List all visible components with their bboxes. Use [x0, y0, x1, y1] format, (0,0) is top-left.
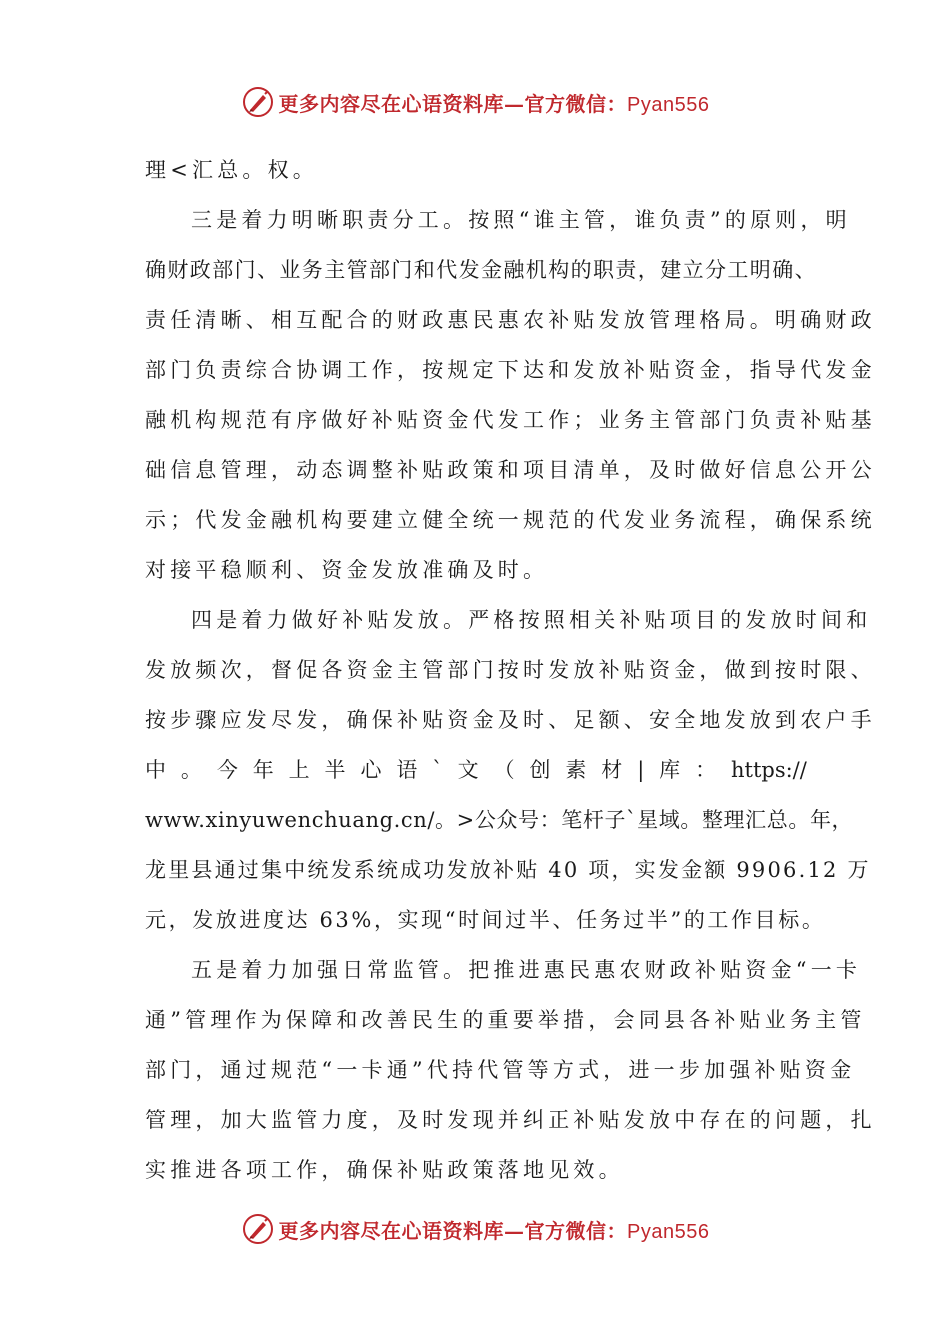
- spaced-char: 中: [145, 758, 166, 782]
- text-line: 部门负责综合协调工作，按规定下达和发放补贴资金，指导代发金: [145, 358, 876, 382]
- spaced-char: |: [637, 758, 645, 782]
- text-line: 部门，通过规范“一卡通”代持代管等方式，进一步加强补贴资金: [145, 1058, 856, 1082]
- spaced-char: 语: [396, 758, 418, 782]
- spaced-char: 素: [565, 758, 587, 782]
- banner-text: [279, 1215, 710, 1244]
- text-line: 按步骤应发尽发，确保补贴资金及时、足额、安全地发放到农户手: [145, 708, 876, 732]
- text-line: 理<汇总。权。: [145, 158, 318, 182]
- banner-wechat-id: Pyan556: [627, 1220, 710, 1243]
- banner-wechat-label: 官方微信：: [524, 1218, 628, 1243]
- spaced-char: 心: [360, 758, 382, 782]
- spaced-char: 库: [659, 758, 681, 782]
- pen-logo-icon: [241, 85, 275, 119]
- header-banner: [0, 82, 950, 122]
- text-line: 础信息管理，动态调整补贴政策和项目清单，及时做好信息公开公: [145, 458, 876, 482]
- text-line: 元，发放进度达 63%，实现“时间过半、任务过半”的工作目标。: [145, 908, 826, 932]
- banner-slogan: 更多内容尽在心语资料库: [278, 1218, 505, 1243]
- spaced-char: （: [493, 758, 515, 782]
- text-line: 管理，加大监管力度，及时发现并纠正补贴发放中存在的问题，扎: [145, 1108, 876, 1132]
- spaced-char: 上: [288, 758, 310, 782]
- spaced-char: 材: [601, 758, 623, 782]
- banner-separator: —: [504, 1218, 525, 1243]
- banner-separator: —: [504, 91, 525, 116]
- spaced-char: 半: [324, 758, 346, 782]
- banner-slogan: 更多内容尽在心语资料库: [278, 91, 505, 116]
- text-line: 五是着力加强日常监管。把推进惠民惠农财政补贴资金“一卡: [191, 958, 862, 982]
- text-line: 对接平稳顺利、资金发放准确及时。: [145, 558, 549, 582]
- spaced-char: 年: [252, 758, 274, 782]
- spaced-char: ：: [695, 758, 717, 782]
- spaced-char: https://: [730, 758, 807, 782]
- spaced-char: 今: [216, 758, 238, 782]
- text-line: 融机构规范有序做好补贴资金代发工作；业务主管部门负责补贴基: [145, 408, 876, 432]
- spaced-char: 创: [529, 758, 551, 782]
- text-line: 龙里县通过集中统发系统成功发放补贴 40 项，实发金额 9906.12 万: [145, 858, 871, 882]
- footer-banner: [0, 1209, 950, 1249]
- text-line: 确财政部门、业务主管部门和代发金融机构的职责，建立分工明确、: [145, 258, 817, 282]
- text-line: 四是着力做好补贴发放。严格按照相关补贴项目的发放时间和: [191, 608, 872, 632]
- text-line: 通”管理作为保障和改善民生的重要举措，会同县各补贴业务主管: [145, 1008, 866, 1032]
- text-line: 三是着力明晰职责分工。按照“谁主管，谁负责”的原则，明: [191, 208, 851, 232]
- text-line: www.xinyuwenchuang.cn/。>公众号：笔杆子`星域。整理汇总。年，: [145, 808, 854, 832]
- text-line: 实推进各项工作，确保补贴政策落地见效。: [145, 1158, 624, 1182]
- spaced-char: 。: [180, 758, 202, 782]
- spaced-char: `: [432, 758, 443, 782]
- banner-text: [279, 88, 710, 117]
- spaced-text-line: [145, 745, 807, 795]
- pen-logo-icon: [241, 1212, 275, 1246]
- banner-wechat-id: Pyan556: [627, 93, 710, 116]
- banner-wechat-label: 官方微信：: [524, 91, 628, 116]
- text-line: 发放频次，督促各资金主管部门按时发放补贴资金，做到按时限、: [145, 658, 876, 682]
- document-body: [145, 145, 876, 1195]
- text-line: 示；代发金融机构要建立健全统一规范的代发业务流程，确保系统: [145, 508, 876, 532]
- spaced-char: 文: [457, 758, 479, 782]
- text-line: 责任清晰、相互配合的财政惠民惠农补贴发放管理格局。明确财政: [145, 308, 876, 332]
